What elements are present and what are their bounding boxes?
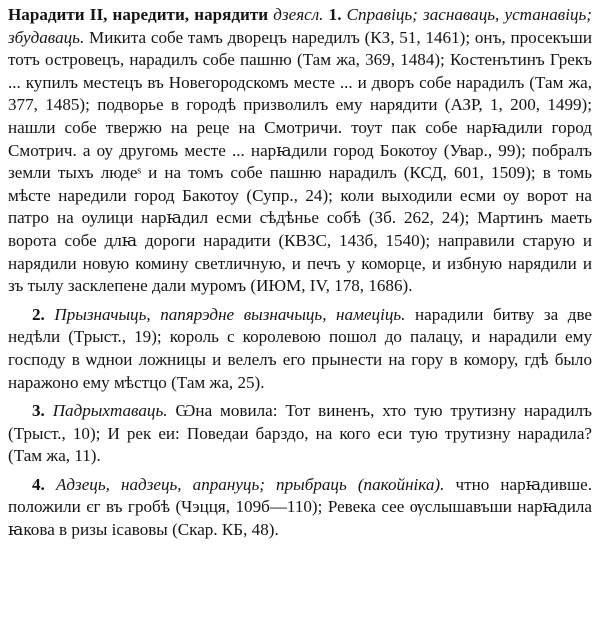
sense-number: 4. (32, 474, 45, 494)
sense-number: 3. (32, 401, 45, 421)
sense-citations: чтно нарꙗдивше. положили єг въ гробѣ (Чэцця, 109б—110); Ревека сее ѹслышавъши нарꙗдила ꙗкова в ризы ісавовы (Скар. КБ, 48). (8, 474, 592, 540)
sense-gloss: Прызначыць, папярэдне вызначыць, намеціць. (54, 304, 406, 324)
headword: Нарадити II, нарeдити, нарядити (8, 5, 269, 24)
entry-sense-1 (8, 4, 592, 298)
entry-sense-3 (8, 400, 592, 468)
sense-gloss: Падрыхтаваць. (52, 401, 168, 421)
entry-sense-4 (8, 474, 592, 542)
sense-number: 2. (32, 304, 45, 324)
part-of-speech: дзеясл. (273, 5, 324, 24)
sense-citations: нарадили битву за две недѣли (Трыст., 19); король с королевою пошол до палацу, и нарадили ему господу в ѡднои ложницы и велелъ его прынести на гору в комору, гдѣ было наражоно ему мѣстцо (Там жа, 25). (8, 304, 593, 392)
sense-citations: Ѡна мовила: Тот виненъ, хто тую трутизну нарадилъ (Трыст., 10); И рек еи: Поведаи барздо, на кого еси тую трутизну нарадила? (Там жа, 11). (8, 401, 592, 466)
entry-sense-2 (8, 304, 592, 394)
sense-gloss: Справіць; заснаваць, устанавіць; збудаваць. (8, 5, 592, 47)
sense-citations: Микита собе тамъ дворецъ нарeдилъ (КЗ, 51, 1461); онъ, просекъши тотъ островецъ, нарадилъ собе пашню (Там жа, 369, 1484); Костенътинъ Грекъ ... купилъ местецъ въ Новегородскомъ месте ... и дворъ собе нарадилъ (Там жа, 377, 1485); подворье в городѣ призволилъ ему нарядити (АЗР, 1, 200, 1499); нашли собе твержю на реце на Смотричи. тоут пак собе нарꙗдили город Смотрич. а оу другомь месте ... нарꙗдили город Бокотоу (Увар., 99); побралъ земли тыхъ людеˢ и на томъ собе пашню нарадилъ (КСД, 601, 1509); в томь мѣсте нарeдили город Бакотоу (Супр., 24); коли выходили есми оу ворот на патро на оулици нарꙗдил есми сѣдѣнье собѣ (Зб. 262, 24); Мартинъ маеть ворота собе длꙗ дороги нарадити (КВЗС, 143б, 1540); направили старую и нарядили новую комину светличную, и печъ у коморце, и избную нарядили и зъ тылу засклепене дали муромъ (ИЮМ, IV, 178, 1686). (8, 27, 592, 296)
sense-gloss: Адзець, надзець, апрануць; прыбраць (пакойніка). (55, 474, 445, 494)
sense-number: 1. (328, 5, 342, 24)
